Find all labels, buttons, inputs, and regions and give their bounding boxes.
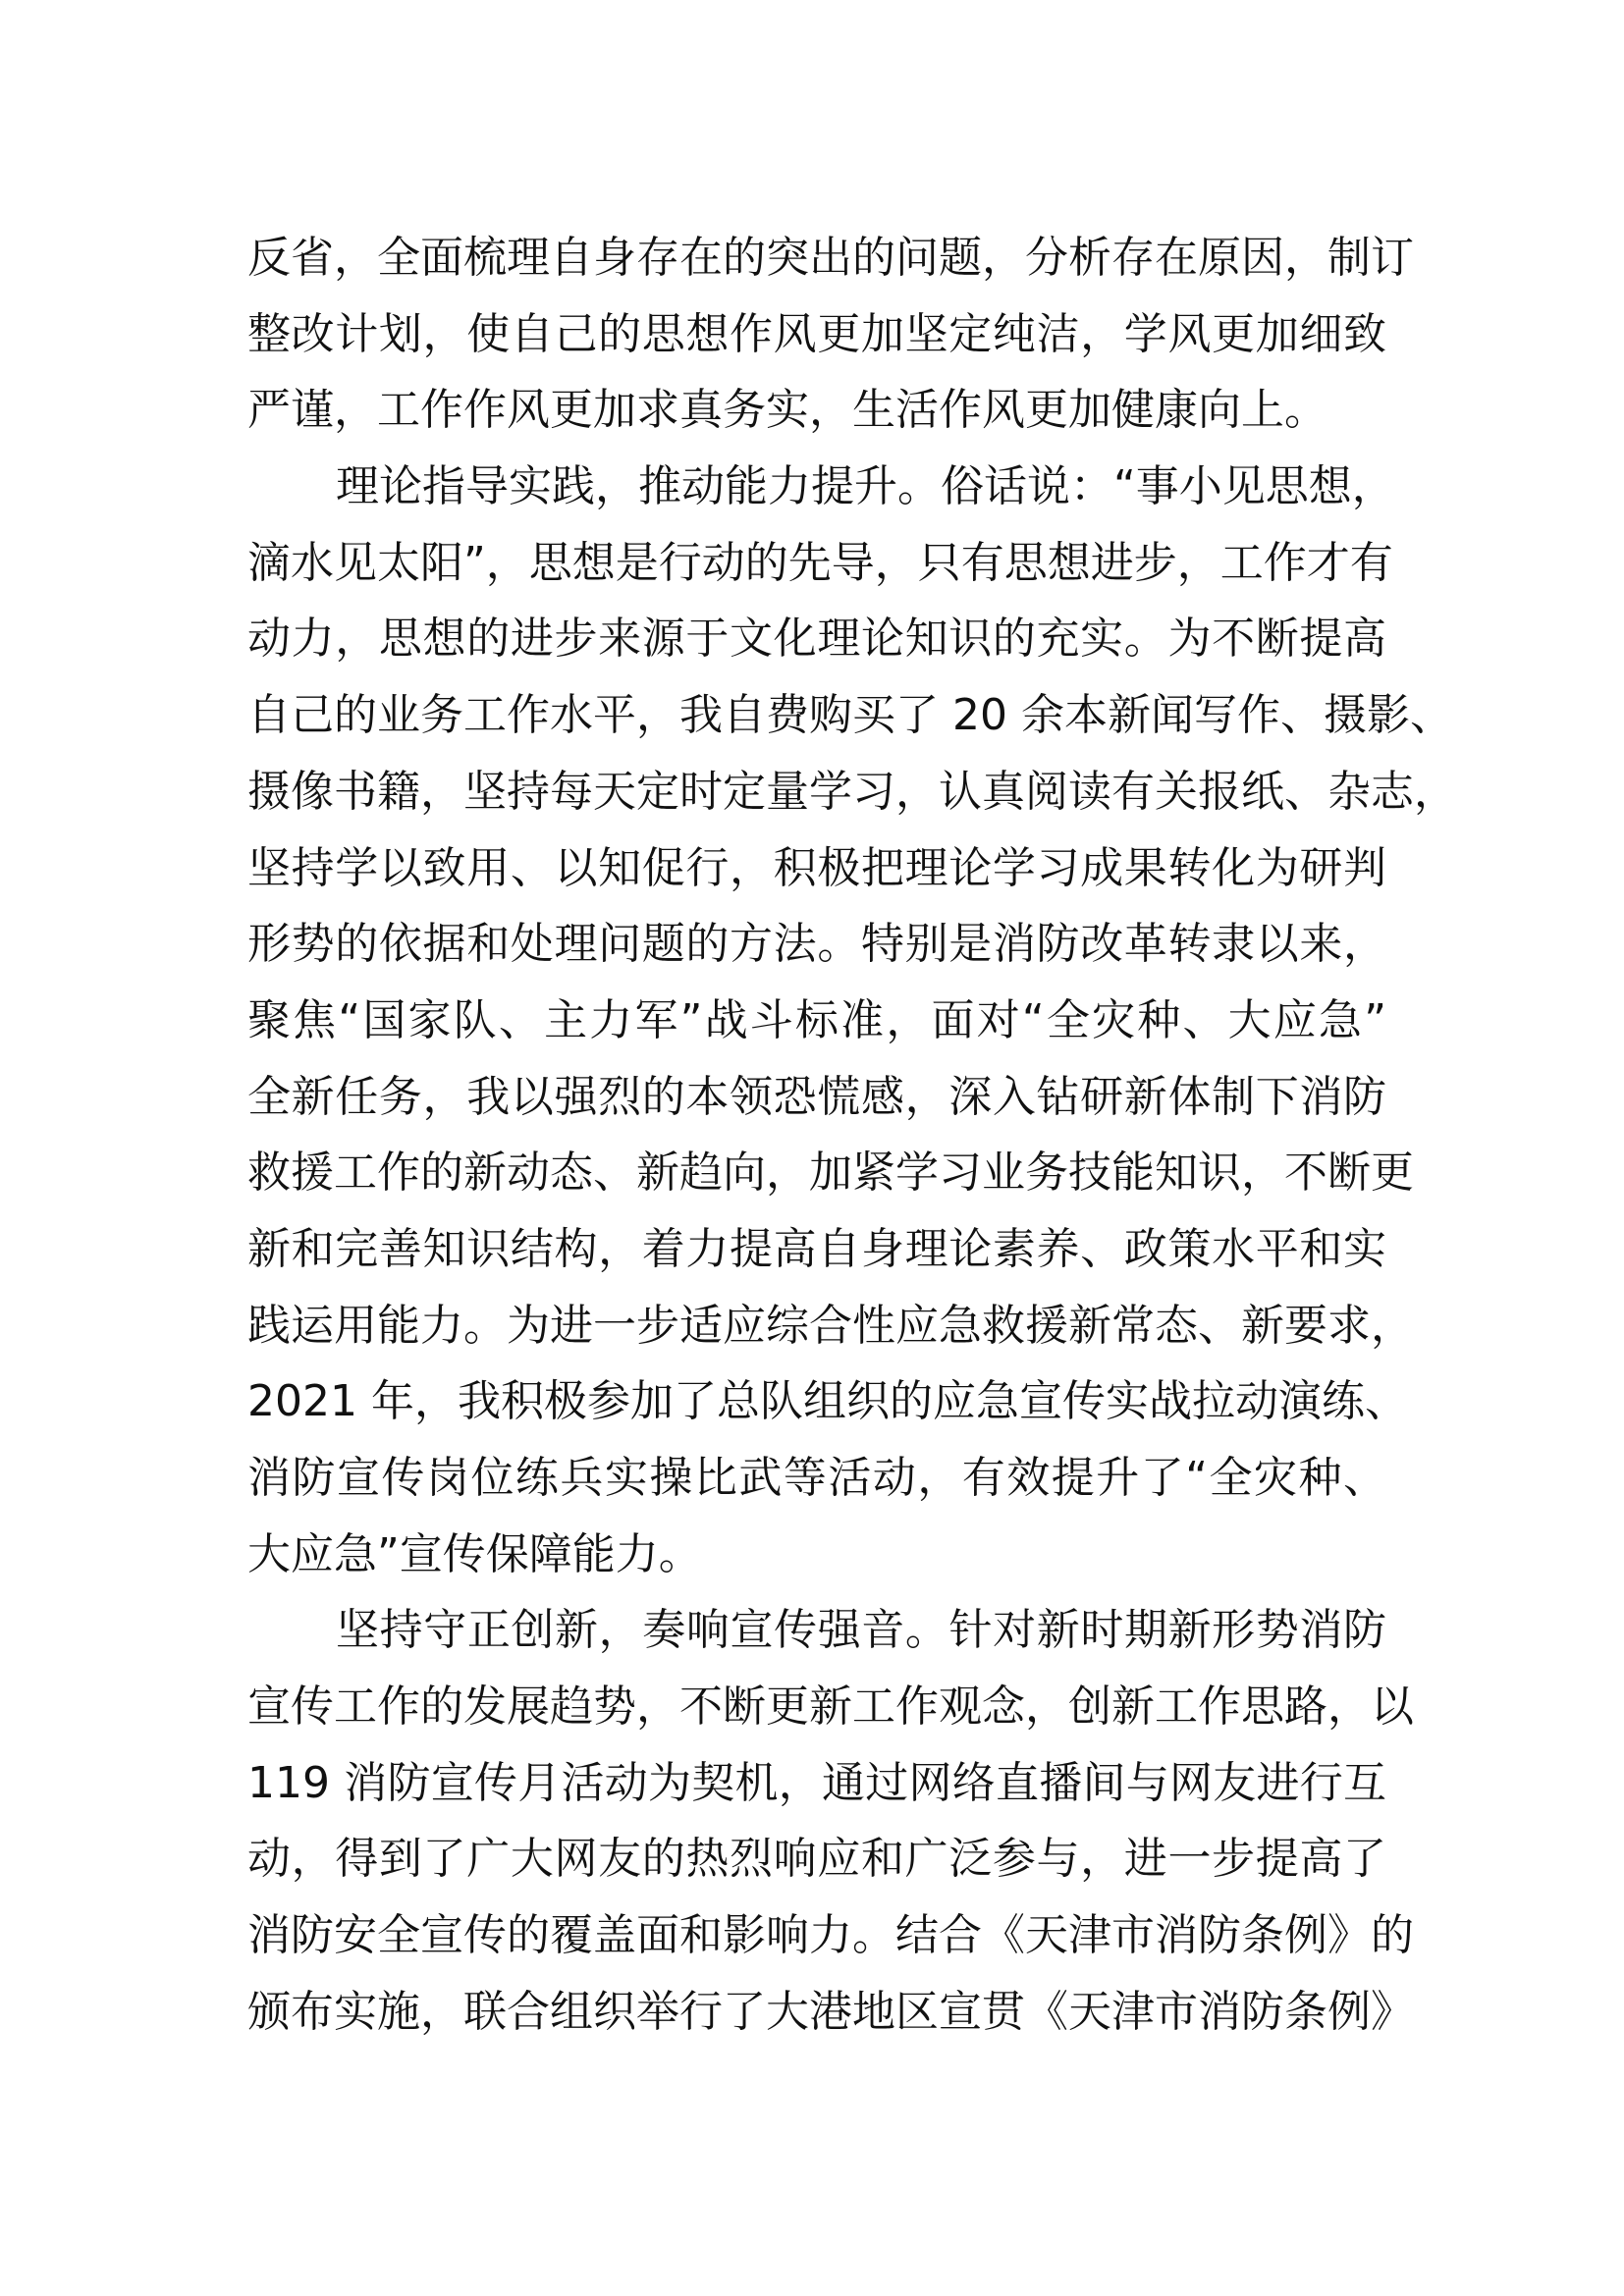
paragraph-1 [247,220,1414,449]
text-line: 2021 年，我积极参加了总队组织的应急宣传实战拉动演练、 [247,1376,1408,1427]
text-line: 颁布实施，联合组织举行了大港地区宣贯《天津市消防条例》 [247,1986,1414,2037]
text-line: 宣传工作的发展趋势，不断更新工作观念，创新工作思路，以 [247,1682,1414,1733]
text-line: 滴水见太阳”，思想是行动的先导，只有思想进步，工作才有 [247,537,1393,588]
text-line: 消防宣传岗位练兵实操比武等活动，有效提升了“全灾种、 [247,1453,1386,1503]
text-line: 动，得到了广大网友的热烈响应和广泛参与，进一步提高了 [247,1834,1386,1885]
text-line: 大应急”宣传保障能力。 [247,1528,702,1579]
text-line: 119 消防宣传月活动为契机，通过网络直播间与网友进行互 [247,1757,1386,1808]
text-line: 践运用能力。为进一步适应综合性应急救援新常态、新要求， [247,1300,1414,1351]
text-line: 消防安全宣传的覆盖面和影响力。结合《天津市消防条例》的 [247,1910,1414,1961]
text-line: 形势的依据和处理问题的方法。特别是消防改革转隶以来， [247,919,1386,970]
text-line: 新和完善知识结构，着力提高自身理论素养、政策水平和实 [247,1223,1386,1274]
text-line: 严谨，工作作风更加求真务实，生活作风更加健康向上。 [247,385,1327,436]
text-line: 整改计划，使自己的思想作风更加坚定纯洁，学风更加细致 [247,308,1386,359]
text-line: 聚焦“国家队、主力军”战斗标准，面对“全灾种、大应急” [247,994,1386,1045]
text-line: 全新任务，我以强烈的本领恐慌感，深入钻研新体制下消防 [247,1071,1386,1122]
text-line: 理论指导实践，推动能力提升。俗话说：“事小见思想， [336,461,1395,512]
paragraph-2 [247,449,1457,1592]
text-line: 坚持守正创新，奏响宣传强音。针对新时期新形势消防 [336,1605,1386,1656]
paragraph-3 [247,1592,1414,2050]
body-text [247,220,1457,2051]
text-line: 救援工作的新动态、新趋向，加紧学习业务技能知识，不断更 [247,1148,1414,1199]
text-line: 动力，思想的进步来源于文化理论知识的充实。为不断提高 [247,614,1386,665]
text-line: 坚持学以致用、以知促行，积极把理论学习成果转化为研判 [247,842,1386,893]
text-line: 摄像书籍，坚持每天定时定量学习，认真阅读有关报纸、杂志， [247,766,1457,817]
text-line: 自己的业务工作水平，我自费购买了 20 余本新闻写作、摄影、 [247,690,1453,741]
text-line: 反省，全面梳理自身存在的突出的问题，分析存在原因，制订 [247,233,1414,283]
